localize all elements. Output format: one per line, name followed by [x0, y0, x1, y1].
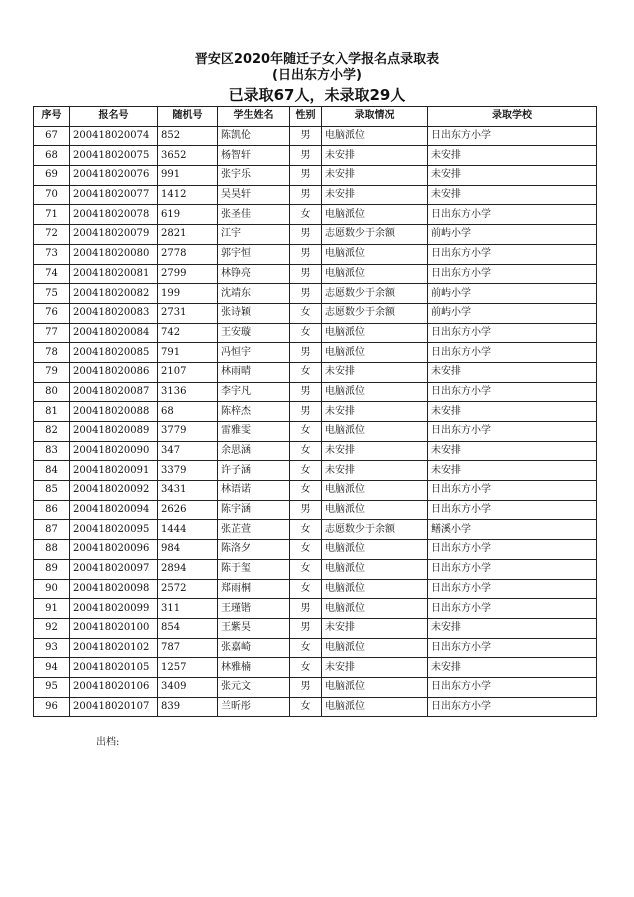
col-header-admission-status: 录取情况	[322, 107, 428, 127]
cell-gender: 男	[290, 146, 322, 166]
cell-student-name: 陈梓杰	[218, 402, 290, 422]
cell-admission-status: 未安排	[322, 441, 428, 461]
table-row	[34, 422, 597, 442]
cell-student-name: 张芷萱	[218, 520, 290, 540]
cell-gender: 男	[290, 284, 322, 304]
cell-admitted-school: 未安排	[428, 185, 597, 205]
cell-index: 88	[34, 540, 70, 560]
cell-random-no: 3409	[158, 677, 218, 697]
cell-registration-no: 200418020079	[70, 225, 158, 245]
cell-gender: 女	[290, 362, 322, 382]
cell-admission-status: 未安排	[322, 402, 428, 422]
cell-admitted-school: 日出东方小学	[428, 677, 597, 697]
cell-admission-status: 电脑派位	[322, 126, 428, 146]
cell-admission-status: 电脑派位	[322, 599, 428, 619]
table-row	[34, 540, 597, 560]
cell-registration-no: 200418020105	[70, 658, 158, 678]
cell-gender: 女	[290, 658, 322, 678]
cell-admitted-school: 前屿小学	[428, 225, 597, 245]
cell-index: 68	[34, 146, 70, 166]
cell-admitted-school: 日出东方小学	[428, 697, 597, 717]
cell-admission-status: 电脑派位	[322, 343, 428, 363]
table-row	[34, 126, 597, 146]
cell-registration-no: 200418020086	[70, 362, 158, 382]
cell-gender: 女	[290, 579, 322, 599]
col-header-index: 序号	[34, 107, 70, 127]
cell-random-no: 2799	[158, 264, 218, 284]
cell-random-no: 991	[158, 166, 218, 186]
cell-admitted-school: 日出东方小学	[428, 638, 597, 658]
cell-admitted-school: 日出东方小学	[428, 205, 597, 225]
cell-registration-no: 200418020095	[70, 520, 158, 540]
cell-index: 79	[34, 362, 70, 382]
cell-registration-no: 200418020099	[70, 599, 158, 619]
cell-admitted-school: 日出东方小学	[428, 422, 597, 442]
table-row	[34, 323, 597, 343]
cell-admitted-school: 日出东方小学	[428, 599, 597, 619]
table-row	[34, 362, 597, 382]
cell-student-name: 张诗颖	[218, 303, 290, 323]
admission-table	[33, 106, 597, 717]
table-row	[34, 638, 597, 658]
cell-index: 72	[34, 225, 70, 245]
cell-gender: 女	[290, 520, 322, 540]
cell-index: 76	[34, 303, 70, 323]
cell-random-no: 619	[158, 205, 218, 225]
cell-random-no: 791	[158, 343, 218, 363]
cell-admission-status: 电脑派位	[322, 422, 428, 442]
cell-random-no: 3379	[158, 461, 218, 481]
cell-gender: 男	[290, 343, 322, 363]
cell-registration-no: 200418020096	[70, 540, 158, 560]
cell-index: 87	[34, 520, 70, 540]
cell-gender: 男	[290, 500, 322, 520]
cell-admitted-school: 日出东方小学	[428, 244, 597, 264]
table-row	[34, 185, 597, 205]
cell-random-no: 3431	[158, 481, 218, 501]
table-row	[34, 461, 597, 481]
cell-admitted-school: 日出东方小学	[428, 126, 597, 146]
cell-student-name: 陈于玺	[218, 559, 290, 579]
cell-student-name: 郑雨桐	[218, 579, 290, 599]
cell-index: 85	[34, 481, 70, 501]
cell-index: 91	[34, 599, 70, 619]
cell-gender: 男	[290, 126, 322, 146]
table-row	[34, 402, 597, 422]
cell-random-no: 347	[158, 441, 218, 461]
cell-student-name: 王紫昊	[218, 618, 290, 638]
cell-gender: 女	[290, 323, 322, 343]
table-row	[34, 382, 597, 402]
cell-admitted-school: 未安排	[428, 402, 597, 422]
cell-random-no: 787	[158, 638, 218, 658]
page-subtitle: (日出东方小学)	[272, 68, 362, 83]
cell-gender: 女	[290, 559, 322, 579]
table-row	[34, 618, 597, 638]
cell-student-name: 陈宇涵	[218, 500, 290, 520]
cell-admission-status: 未安排	[322, 166, 428, 186]
table-row	[34, 520, 597, 540]
cell-admitted-school: 鳝溪小学	[428, 520, 597, 540]
cell-random-no: 1412	[158, 185, 218, 205]
cell-student-name: 王瑾锴	[218, 599, 290, 619]
cell-random-no: 742	[158, 323, 218, 343]
cell-admission-status: 电脑派位	[322, 697, 428, 717]
cell-admitted-school: 未安排	[428, 441, 597, 461]
cell-admitted-school: 日出东方小学	[428, 481, 597, 501]
cell-admission-status: 未安排	[322, 618, 428, 638]
cell-registration-no: 200418020080	[70, 244, 158, 264]
cell-student-name: 吴昊轩	[218, 185, 290, 205]
cell-registration-no: 200418020085	[70, 343, 158, 363]
cell-registration-no: 200418020094	[70, 500, 158, 520]
cell-gender: 男	[290, 382, 322, 402]
cell-registration-no: 200418020098	[70, 579, 158, 599]
cell-index: 82	[34, 422, 70, 442]
cell-admitted-school: 未安排	[428, 618, 597, 638]
cell-gender: 女	[290, 205, 322, 225]
cell-admitted-school: 前屿小学	[428, 303, 597, 323]
cell-index: 69	[34, 166, 70, 186]
table-row	[34, 343, 597, 363]
cell-random-no: 2572	[158, 579, 218, 599]
cell-student-name: 张元文	[218, 677, 290, 697]
cell-index: 78	[34, 343, 70, 363]
col-header-gender: 性别	[290, 107, 322, 127]
cell-admitted-school: 未安排	[428, 166, 597, 186]
cell-random-no: 2821	[158, 225, 218, 245]
cell-admission-status: 未安排	[322, 461, 428, 481]
cell-random-no: 1257	[158, 658, 218, 678]
cell-random-no: 199	[158, 284, 218, 304]
table-row	[34, 264, 597, 284]
cell-admitted-school: 未安排	[428, 658, 597, 678]
cell-random-no: 3779	[158, 422, 218, 442]
cell-admission-status: 未安排	[322, 146, 428, 166]
cell-registration-no: 200418020081	[70, 264, 158, 284]
cell-admission-status: 电脑派位	[322, 579, 428, 599]
cell-student-name: 陈洛夕	[218, 540, 290, 560]
cell-index: 80	[34, 382, 70, 402]
table-row	[34, 205, 597, 225]
cell-random-no: 2626	[158, 500, 218, 520]
cell-admission-status: 电脑派位	[322, 559, 428, 579]
cell-student-name: 许子涵	[218, 461, 290, 481]
page-title: 晋安区2020年随迁子女入学报名点录取表	[194, 52, 440, 67]
cell-random-no: 2894	[158, 559, 218, 579]
cell-index: 81	[34, 402, 70, 422]
cell-index: 83	[34, 441, 70, 461]
cell-registration-no: 200418020106	[70, 677, 158, 697]
cell-admission-status: 电脑派位	[322, 481, 428, 501]
cell-admitted-school: 日出东方小学	[428, 559, 597, 579]
table-row	[34, 146, 597, 166]
cell-random-no: 3652	[158, 146, 218, 166]
cell-gender: 女	[290, 422, 322, 442]
col-header-random-no: 随机号	[158, 107, 218, 127]
cell-admission-status: 志愿数少于余额	[322, 284, 428, 304]
table-row	[34, 303, 597, 323]
table-header-row	[34, 107, 597, 127]
cell-admission-status: 电脑派位	[322, 500, 428, 520]
table-row	[34, 697, 597, 717]
cell-gender: 女	[290, 697, 322, 717]
cell-student-name: 林雨晴	[218, 362, 290, 382]
cell-registration-no: 200418020077	[70, 185, 158, 205]
cell-index: 70	[34, 185, 70, 205]
cell-gender: 女	[290, 540, 322, 560]
cell-admission-status: 电脑派位	[322, 382, 428, 402]
table-row	[34, 244, 597, 264]
admission-summary: 已录取67人，未录取29人	[228, 86, 406, 104]
cell-admitted-school: 日出东方小学	[428, 264, 597, 284]
cell-registration-no: 200418020088	[70, 402, 158, 422]
cell-index: 93	[34, 638, 70, 658]
cell-gender: 女	[290, 441, 322, 461]
table-row	[34, 599, 597, 619]
cell-student-name: 冯恒宇	[218, 343, 290, 363]
cell-index: 77	[34, 323, 70, 343]
cell-admission-status: 未安排	[322, 185, 428, 205]
cell-registration-no: 200418020091	[70, 461, 158, 481]
table-row	[34, 658, 597, 678]
cell-index: 74	[34, 264, 70, 284]
cell-random-no: 2778	[158, 244, 218, 264]
cell-random-no: 311	[158, 599, 218, 619]
footer-note: 出档:	[96, 737, 120, 748]
table-row	[34, 481, 597, 501]
cell-registration-no: 200418020083	[70, 303, 158, 323]
cell-student-name: 张圣佳	[218, 205, 290, 225]
cell-gender: 男	[290, 166, 322, 186]
cell-student-name: 林铮亮	[218, 264, 290, 284]
cell-gender: 男	[290, 264, 322, 284]
cell-index: 92	[34, 618, 70, 638]
cell-student-name: 江宇	[218, 225, 290, 245]
cell-student-name: 王安璇	[218, 323, 290, 343]
table-row	[34, 677, 597, 697]
cell-random-no: 1444	[158, 520, 218, 540]
cell-admission-status: 电脑派位	[322, 638, 428, 658]
cell-admitted-school: 前屿小学	[428, 284, 597, 304]
cell-random-no: 839	[158, 697, 218, 717]
cell-index: 71	[34, 205, 70, 225]
cell-index: 89	[34, 559, 70, 579]
cell-index: 95	[34, 677, 70, 697]
cell-student-name: 张嘉崎	[218, 638, 290, 658]
cell-registration-no: 200418020090	[70, 441, 158, 461]
cell-random-no: 2107	[158, 362, 218, 382]
cell-registration-no: 200418020102	[70, 638, 158, 658]
cell-registration-no: 200418020084	[70, 323, 158, 343]
cell-student-name: 杨智轩	[218, 146, 290, 166]
cell-index: 67	[34, 126, 70, 146]
cell-student-name: 张宇乐	[218, 166, 290, 186]
cell-registration-no: 200418020082	[70, 284, 158, 304]
cell-student-name: 雷雅雯	[218, 422, 290, 442]
table-row	[34, 579, 597, 599]
cell-admission-status: 电脑派位	[322, 264, 428, 284]
cell-admitted-school: 未安排	[428, 146, 597, 166]
table-row	[34, 284, 597, 304]
cell-admitted-school: 日出东方小学	[428, 500, 597, 520]
cell-registration-no: 200418020078	[70, 205, 158, 225]
cell-student-name: 沈靖东	[218, 284, 290, 304]
cell-student-name: 林语诺	[218, 481, 290, 501]
col-header-student-name: 学生姓名	[218, 107, 290, 127]
cell-admission-status: 志愿数少于余额	[322, 520, 428, 540]
cell-admission-status: 电脑派位	[322, 677, 428, 697]
cell-random-no: 3136	[158, 382, 218, 402]
cell-random-no: 984	[158, 540, 218, 560]
cell-admission-status: 电脑派位	[322, 244, 428, 264]
cell-admission-status: 未安排	[322, 658, 428, 678]
cell-registration-no: 200418020075	[70, 146, 158, 166]
cell-admission-status: 未安排	[322, 362, 428, 382]
cell-student-name: 李宇凡	[218, 382, 290, 402]
cell-admitted-school: 日出东方小学	[428, 540, 597, 560]
cell-random-no: 2731	[158, 303, 218, 323]
cell-admitted-school: 日出东方小学	[428, 343, 597, 363]
cell-index: 94	[34, 658, 70, 678]
cell-gender: 男	[290, 185, 322, 205]
cell-index: 73	[34, 244, 70, 264]
col-header-registration-no: 报名号	[70, 107, 158, 127]
table-row	[34, 441, 597, 461]
cell-gender: 男	[290, 244, 322, 264]
cell-gender: 女	[290, 303, 322, 323]
cell-registration-no: 200418020092	[70, 481, 158, 501]
cell-gender: 男	[290, 225, 322, 245]
cell-admission-status: 电脑派位	[322, 323, 428, 343]
cell-registration-no: 200418020107	[70, 697, 158, 717]
cell-admitted-school: 日出东方小学	[428, 579, 597, 599]
cell-random-no: 852	[158, 126, 218, 146]
cell-student-name: 郭宇恒	[218, 244, 290, 264]
cell-gender: 女	[290, 638, 322, 658]
cell-registration-no: 200418020087	[70, 382, 158, 402]
cell-gender: 女	[290, 461, 322, 481]
cell-admitted-school: 日出东方小学	[428, 323, 597, 343]
cell-gender: 男	[290, 677, 322, 697]
cell-gender: 男	[290, 402, 322, 422]
cell-index: 96	[34, 697, 70, 717]
cell-admitted-school: 日出东方小学	[428, 382, 597, 402]
cell-registration-no: 200418020097	[70, 559, 158, 579]
cell-student-name: 林雅楠	[218, 658, 290, 678]
cell-random-no: 854	[158, 618, 218, 638]
cell-index: 86	[34, 500, 70, 520]
cell-gender: 女	[290, 481, 322, 501]
cell-admission-status: 电脑派位	[322, 205, 428, 225]
cell-index: 90	[34, 579, 70, 599]
cell-admission-status: 志愿数少于余额	[322, 303, 428, 323]
cell-registration-no: 200418020076	[70, 166, 158, 186]
cell-random-no: 68	[158, 402, 218, 422]
table-row	[34, 166, 597, 186]
cell-registration-no: 200418020089	[70, 422, 158, 442]
cell-admitted-school: 未安排	[428, 461, 597, 481]
cell-student-name: 余思涵	[218, 441, 290, 461]
cell-index: 75	[34, 284, 70, 304]
cell-admission-status: 电脑派位	[322, 540, 428, 560]
col-header-admitted-school: 录取学校	[428, 107, 597, 127]
table-row	[34, 500, 597, 520]
cell-gender: 男	[290, 618, 322, 638]
cell-student-name: 陈凯伦	[218, 126, 290, 146]
cell-admission-status: 志愿数少于余额	[322, 225, 428, 245]
cell-student-name: 兰昕彤	[218, 697, 290, 717]
table-row	[34, 559, 597, 579]
table-row	[34, 225, 597, 245]
cell-gender: 男	[290, 599, 322, 619]
cell-index: 84	[34, 461, 70, 481]
cell-registration-no: 200418020074	[70, 126, 158, 146]
cell-admitted-school: 未安排	[428, 362, 597, 382]
cell-registration-no: 200418020100	[70, 618, 158, 638]
